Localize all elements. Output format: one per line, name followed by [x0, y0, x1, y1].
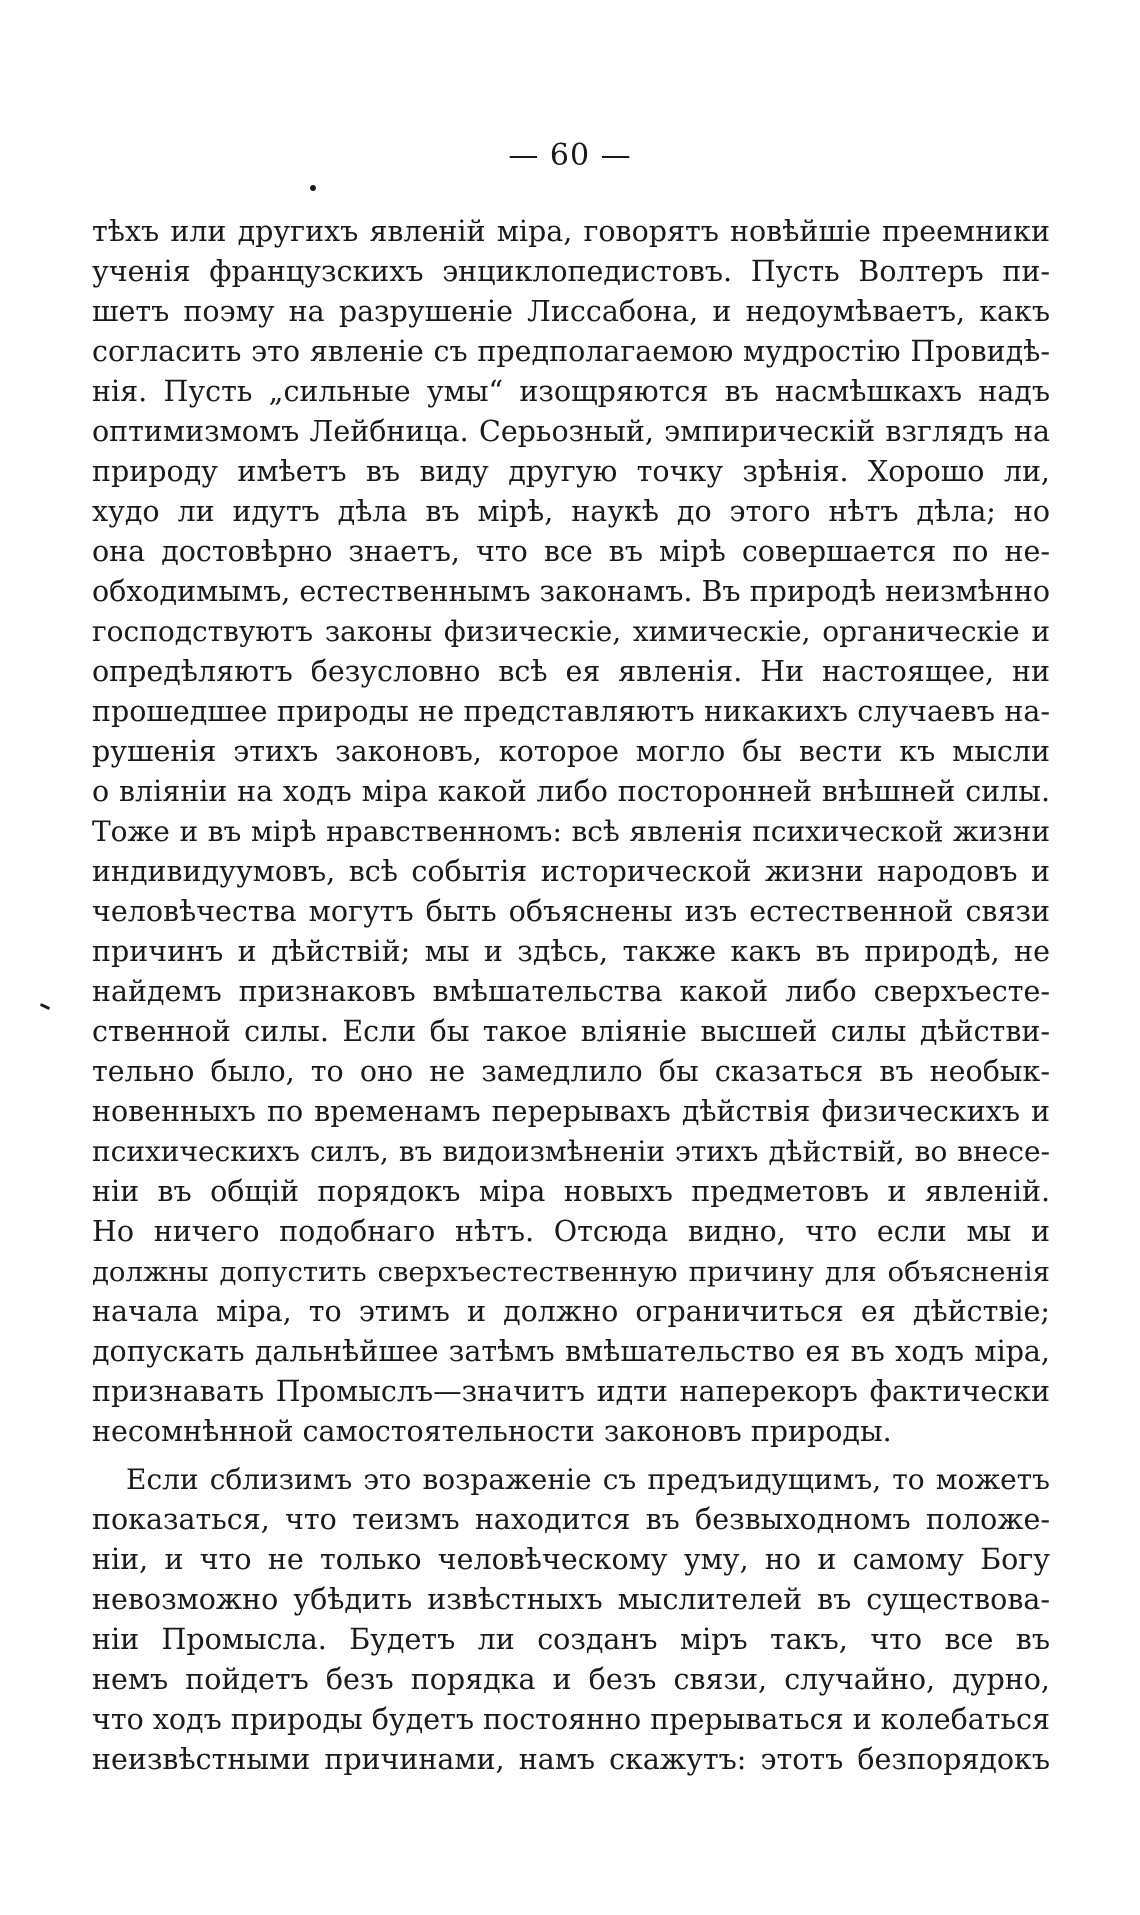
- text-line: согласить это явленіе съ предполагаемою мудростію Провидѣ-: [92, 335, 1050, 368]
- text-line: индивидуумовъ, всѣ событія исторической жизни народовъ и: [92, 855, 1050, 888]
- text-line: опредѣляютъ безусловно всѣ ея явленія. Ни настоящее, ни: [92, 655, 1050, 688]
- paragraph-2: [92, 1460, 1050, 1780]
- text-line: о вліяніи на ходъ міра какой либо посторонней внѣшней силы.: [92, 775, 1050, 808]
- text-line: ніи Промысла. Будетъ ли созданъ міръ такъ, что все въ: [92, 1623, 1050, 1656]
- text-line: новенныхъ по временамъ перерывахъ дѣйствія физическихъ и: [92, 1095, 1050, 1128]
- text-line: найдемъ признаковъ вмѣшательства какой либо сверхъесте-: [92, 975, 1050, 1008]
- text-line: ственной силы. Если бы такое вліяніе высшей силы дѣйстви-: [92, 1015, 1050, 1048]
- text-line: господствуютъ законы физическіе, химическіе, органическіе и: [92, 615, 1050, 648]
- text-line: признавать Промыслъ—значитъ идти наперекоръ фактически: [92, 1375, 1050, 1408]
- text-line: она достовѣрно знаетъ, что все въ мірѣ совершается по не-: [92, 535, 1050, 568]
- text-line: прошедшее природы не представляютъ никакихъ случаевъ на-: [92, 695, 1050, 728]
- text-line: ніи въ общій порядокъ міра новыхъ предметовъ и явленій.: [92, 1175, 1050, 1208]
- text-line: человѣчества могутъ быть объяснены изъ естественной связи: [92, 895, 1050, 928]
- text-line: допускать дальнѣйшее затѣмъ вмѣшательство ея въ ходъ міра,: [92, 1335, 1050, 1368]
- text-line: психическихъ силъ, въ видоизмѣненіи этихъ дѣйствій, во внесе-: [92, 1135, 1050, 1168]
- text-line: немъ пойдетъ безъ порядка и безъ связи, случайно, дурно,: [92, 1663, 1050, 1696]
- text-line: что ходъ природы будетъ постоянно прерываться и колебаться: [92, 1703, 1050, 1736]
- text-line: нія. Пусть „сильные умы“ изощряются въ насмѣшкахъ надъ: [92, 375, 1050, 408]
- text-line: причинъ и дѣйствій; мы и здѣсь, также какъ въ природѣ, не: [92, 935, 1050, 968]
- text-line: худо ли идутъ дѣла въ мірѣ, наукѣ до этого нѣтъ дѣла; но: [92, 495, 1050, 528]
- paragraph-1: [92, 212, 1050, 1452]
- text-line: Если сблизимъ это возраженіе съ предъидущимъ, то можетъ: [126, 1463, 1050, 1496]
- text-line: природу имѣетъ въ виду другую точку зрѣнія. Хорошо ли,: [92, 455, 1050, 488]
- text-line: Тоже и въ мірѣ нравственномъ: всѣ явленія психической жизни: [92, 815, 1050, 848]
- paragraph-gap: [92, 1452, 1050, 1460]
- text-line: ніи, и что не только человѣческому уму, но и самому Богу: [92, 1543, 1050, 1576]
- text-line: несомнѣнной самостоятельности законовъ природы.: [92, 1415, 892, 1448]
- text-line: показаться, что теизмъ находится въ безвыходномъ положе-: [92, 1503, 1050, 1536]
- ink-speck: [310, 185, 316, 191]
- text-line: шетъ поэму на разрушеніе Лиссабона, и недоумѣваетъ, какъ: [92, 295, 1050, 328]
- body-text: [92, 212, 1050, 1780]
- text-line: Но ничего подобнаго нѣтъ. Отсюда видно, что если мы и: [92, 1215, 1050, 1248]
- page-number: — 60 —: [508, 138, 632, 173]
- ink-speck: [40, 1003, 50, 1010]
- text-line: рушенія этихъ законовъ, которое могло бы вести къ мысли: [92, 735, 1050, 768]
- text-line: оптимизмомъ Лейбница. Серьозный, эмпирическій взглядъ на: [92, 415, 1050, 448]
- text-line: обходимымъ, естественнымъ законамъ. Въ природѣ неизмѣнно: [92, 575, 1050, 608]
- text-line: должны допустить сверхъестественную причину для объясненія: [92, 1256, 1050, 1288]
- text-line: неизвѣстными причинами, намъ скажутъ: этотъ безпорядокъ: [92, 1743, 1050, 1776]
- text-line: начала міра, то этимъ и должно ограничиться ея дѣйствіе;: [92, 1295, 1050, 1328]
- text-line: невозможно убѣдить извѣстныхъ мыслителей въ существова-: [92, 1583, 1050, 1616]
- text-line: тельно было, то оно не замедлило бы сказаться въ необык-: [92, 1055, 1050, 1088]
- text-line: ученія французскихъ энциклопедистовъ. Пусть Волтеръ пи-: [92, 255, 1050, 288]
- text-line: тѣхъ или другихъ явленій міра, говорятъ новѣйшіе преемники: [92, 215, 1050, 248]
